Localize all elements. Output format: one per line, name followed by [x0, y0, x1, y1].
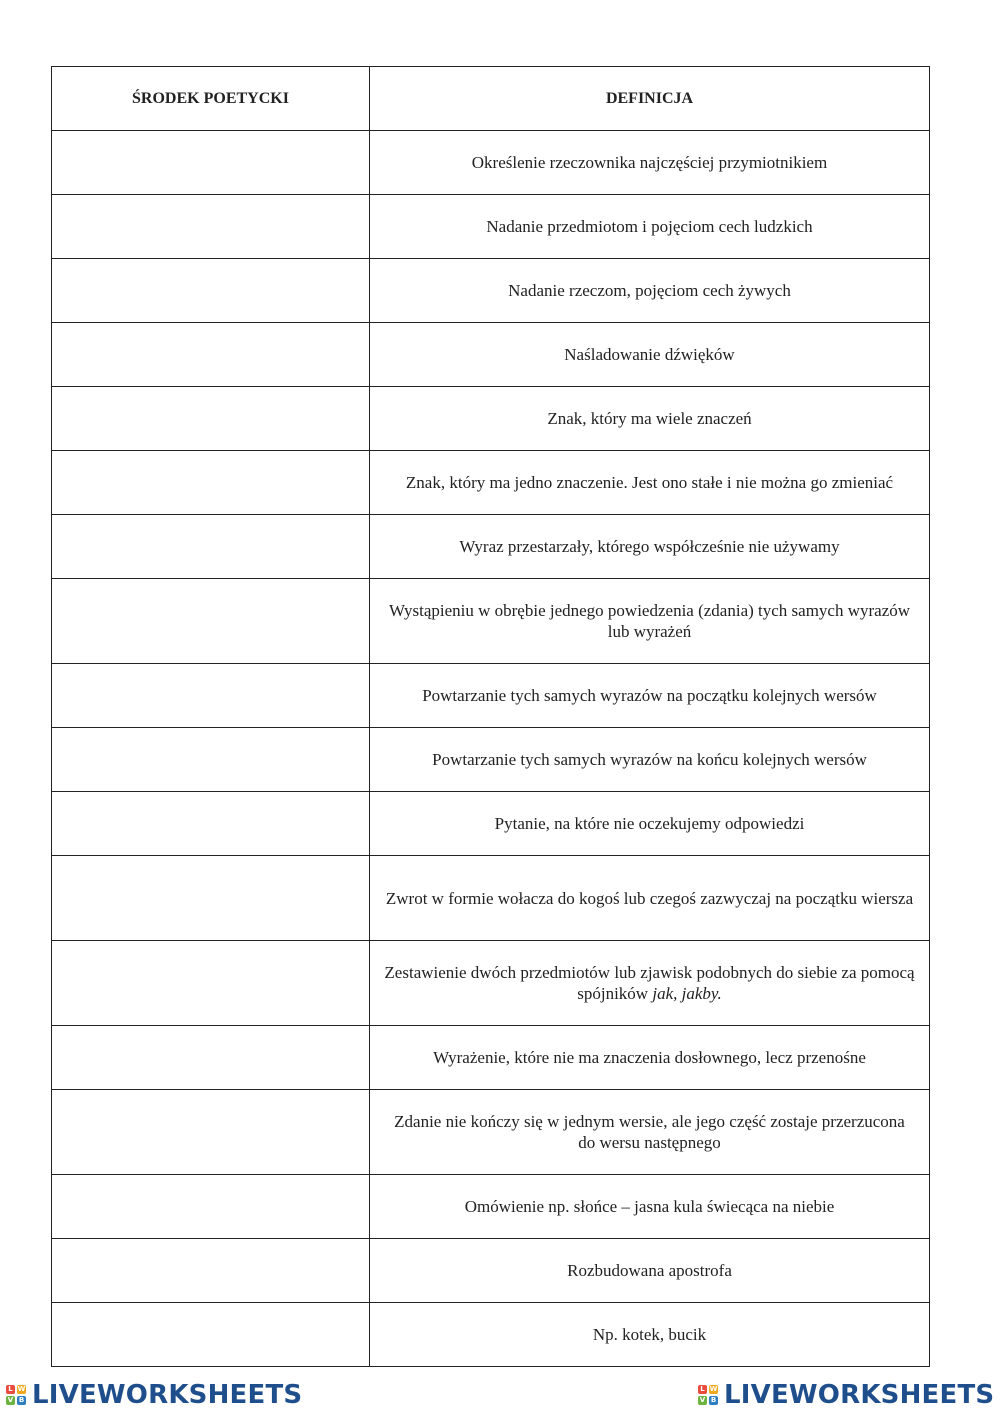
- definition-italic-text: jak, jakby.: [652, 984, 722, 1003]
- liveworksheets-blocks-icon: L W V B: [699, 1385, 718, 1404]
- table-row: [52, 941, 930, 1026]
- definition-text: Zestawienie dwóch przedmiotów lub zjawisk podobnych do siebie za pomocą spójników: [384, 963, 915, 1003]
- answer-cell[interactable]: [52, 1303, 370, 1367]
- table-row: [52, 131, 930, 195]
- liveworksheets-blocks-icon: L W V B: [7, 1385, 26, 1404]
- table-row: [52, 664, 930, 728]
- definition-cell: Zdanie nie kończy się w jednym wersie, ale jego część zostaje przerzucona do wersu następnego: [370, 1090, 930, 1175]
- logo-text: LIVEWORKSHEETS: [724, 1380, 995, 1410]
- answer-cell[interactable]: [52, 259, 370, 323]
- table-row: [52, 1090, 930, 1175]
- answer-input[interactable]: [66, 664, 355, 727]
- answer-input[interactable]: [66, 387, 355, 450]
- header-definition: DEFINICJA: [370, 67, 930, 131]
- table-row: [52, 259, 930, 323]
- table-row: [52, 387, 930, 451]
- answer-input[interactable]: [66, 1090, 355, 1174]
- answer-cell[interactable]: [52, 579, 370, 664]
- table-row: [52, 1026, 930, 1090]
- answer-input[interactable]: [66, 728, 355, 791]
- logo-text: LIVEWORKSHEETS: [32, 1380, 303, 1410]
- table-row: [52, 1175, 930, 1239]
- answer-cell[interactable]: [52, 728, 370, 792]
- answer-input[interactable]: [66, 579, 355, 663]
- definition-cell: Wystąpieniu w obrębie jednego powiedzenia (zdania) tych samych wyrazów lub wyrażeń: [370, 579, 930, 664]
- header-term: ŚRODEK POETYCKI: [52, 67, 370, 131]
- definition-cell: Zwrot w formie wołacza do kogoś lub czegoś zazwyczaj na początku wiersza: [370, 856, 930, 941]
- answer-input[interactable]: [66, 1175, 355, 1238]
- table-header-row: [52, 67, 930, 131]
- answer-input[interactable]: [66, 131, 355, 194]
- table-row: [52, 451, 930, 515]
- answer-input[interactable]: [66, 941, 355, 1025]
- answer-cell[interactable]: [52, 451, 370, 515]
- answer-cell[interactable]: [52, 515, 370, 579]
- table-row: [52, 195, 930, 259]
- answer-input[interactable]: [66, 1026, 355, 1089]
- answer-input[interactable]: [66, 1303, 355, 1366]
- answer-cell[interactable]: [52, 664, 370, 728]
- liveworksheets-logo-left: [6, 1380, 302, 1410]
- definition-cell: [370, 941, 930, 1026]
- answer-cell[interactable]: [52, 323, 370, 387]
- table-row: [52, 728, 930, 792]
- answer-input[interactable]: [66, 451, 355, 514]
- answer-cell[interactable]: [52, 856, 370, 941]
- table-row: [52, 792, 930, 856]
- answer-input[interactable]: [66, 856, 355, 940]
- answer-input[interactable]: [66, 323, 355, 386]
- answer-cell[interactable]: [52, 941, 370, 1026]
- definition-cell: Rozbudowana apostrofa: [370, 1239, 930, 1303]
- answer-input[interactable]: [66, 1239, 355, 1302]
- answer-cell[interactable]: [52, 792, 370, 856]
- answer-cell[interactable]: [52, 1175, 370, 1239]
- definition-cell: Znak, który ma jedno znaczenie. Jest ono stałe i nie można go zmieniać: [370, 451, 930, 515]
- definition-cell: Omówienie np. słońce – jasna kula świecąca na niebie: [370, 1175, 930, 1239]
- liveworksheets-logo-right: [698, 1380, 994, 1410]
- definition-cell: Naśladowanie dźwięków: [370, 323, 930, 387]
- definition-cell: Znak, który ma wiele znaczeń: [370, 387, 930, 451]
- definition-cell: Powtarzanie tych samych wyrazów na początku kolejnych wersów: [370, 664, 930, 728]
- answer-input[interactable]: [66, 259, 355, 322]
- table-row: [52, 1303, 930, 1367]
- definition-cell: Np. kotek, bucik: [370, 1303, 930, 1367]
- poetic-devices-table: [51, 66, 930, 1367]
- answer-input[interactable]: [66, 792, 355, 855]
- table-row: [52, 856, 930, 941]
- answer-cell[interactable]: [52, 131, 370, 195]
- answer-cell[interactable]: [52, 1026, 370, 1090]
- answer-input[interactable]: [66, 195, 355, 258]
- table-row: [52, 579, 930, 664]
- definition-cell: Wyraz przestarzały, którego współcześnie nie używamy: [370, 515, 930, 579]
- definition-cell: Powtarzanie tych samych wyrazów na końcu kolejnych wersów: [370, 728, 930, 792]
- answer-input[interactable]: [66, 515, 355, 578]
- answer-cell[interactable]: [52, 1090, 370, 1175]
- definition-cell: Wyrażenie, które nie ma znaczenia dosłownego, lecz przenośne: [370, 1026, 930, 1090]
- definition-cell: Pytanie, na które nie oczekujemy odpowiedzi: [370, 792, 930, 856]
- answer-cell[interactable]: [52, 1239, 370, 1303]
- table-row: [52, 323, 930, 387]
- table-row: [52, 515, 930, 579]
- answer-cell[interactable]: [52, 387, 370, 451]
- answer-cell[interactable]: [52, 195, 370, 259]
- definition-cell: Określenie rzeczownika najczęściej przymiotnikiem: [370, 131, 930, 195]
- definition-cell: Nadanie rzeczom, pojęciom cech żywych: [370, 259, 930, 323]
- definition-cell: Nadanie przedmiotom i pojęciom cech ludzkich: [370, 195, 930, 259]
- table-row: [52, 1239, 930, 1303]
